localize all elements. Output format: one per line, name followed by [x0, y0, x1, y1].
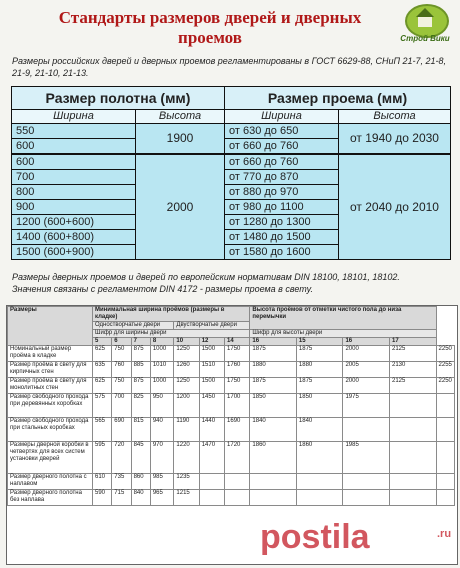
value-cell: 1860 [296, 442, 343, 474]
value-cell: 595 [93, 442, 112, 474]
leaf-width-cell: 700 [12, 170, 136, 185]
value-cell: 1510 [199, 362, 224, 378]
code-cell: 7 [131, 338, 150, 346]
opening-width-cell: от 660 до 760 [225, 154, 339, 170]
leaf-width-cell: 1500 (600+900) [12, 245, 136, 260]
value-cell: 635 [93, 362, 112, 378]
value-cell: 2000 [343, 378, 390, 394]
value-cell: 825 [131, 394, 150, 418]
value-cell: 610 [93, 474, 112, 490]
value-cell: 750 [112, 346, 131, 362]
leaf-width-cell: 800 [12, 185, 136, 200]
code-cell: 15 [296, 338, 343, 346]
value-cell: 970 [150, 442, 174, 474]
value-cell: 875 [131, 346, 150, 362]
opening-width-cell: от 630 до 650 [225, 124, 339, 139]
row-label: Размер свободного прохода при деревянных коробках [8, 394, 93, 418]
value-cell [436, 418, 454, 442]
code-cell: 5 [93, 338, 112, 346]
opening-width-cell: от 660 до 760 [225, 139, 339, 155]
subheader-opening-width: Ширина [225, 110, 339, 124]
value-cell: 2125 [389, 346, 436, 362]
value-cell [199, 490, 224, 506]
house-icon [418, 17, 432, 27]
value-cell: 2125 [389, 378, 436, 394]
value-cell [389, 442, 436, 474]
value-cell: 1850 [250, 394, 297, 418]
value-cell: 1220 [174, 442, 199, 474]
european-standards-text [12, 271, 456, 295]
value-cell: 625 [93, 378, 112, 394]
value-cell: 1235 [174, 474, 199, 490]
value-cell: 1010 [150, 362, 174, 378]
value-cell: 1750 [225, 378, 250, 394]
european-sizes-table-wrap [6, 305, 458, 565]
value-cell: 1440 [199, 418, 224, 442]
value-cell: 1000 [150, 346, 174, 362]
european-standards-line-2: Значения связаны с регламентом DIN 4172 - размеры проема в свету. [12, 284, 313, 294]
leaf-width-cell: 1400 (600+800) [12, 230, 136, 245]
value-cell [389, 418, 436, 442]
value-cell [250, 474, 297, 490]
opening-width-cell: от 1480 до 1500 [225, 230, 339, 245]
code-cell: 10 [174, 338, 199, 346]
row-label: Размер дверного полотна с наплавом [8, 474, 93, 490]
value-cell: 1975 [343, 394, 390, 418]
leaf-width-cell: 600 [12, 139, 136, 155]
opening-width-cell: от 980 до 1100 [225, 200, 339, 215]
leaf-width-cell: 1200 (600+600) [12, 215, 136, 230]
value-cell: 1190 [174, 418, 199, 442]
russian-sizes-table-wrap [11, 86, 451, 266]
code-cell: 16 [250, 338, 297, 346]
value-cell: 1875 [250, 346, 297, 362]
intro-text: Размеры российских дверей и дверных проемов регламентированы в ГОСТ 6629-88, СНиП 21-7, 21-8, 21-9, 21-10, 21-13. [12, 56, 447, 78]
value-cell: 1875 [296, 378, 343, 394]
value-cell [343, 418, 390, 442]
value-cell: 2005 [343, 362, 390, 378]
value-cell: 690 [112, 418, 131, 442]
value-cell: 750 [112, 378, 131, 394]
watermark: postila [260, 518, 370, 556]
value-cell: 1985 [343, 442, 390, 474]
value-cell: 1450 [199, 394, 224, 418]
value-cell [296, 474, 343, 490]
value-cell: 840 [131, 490, 150, 506]
watermark-suffix: .ru [437, 528, 452, 540]
code-cell: 16 [343, 338, 390, 346]
value-cell: 1720 [225, 442, 250, 474]
value-cell: 1250 [174, 378, 199, 394]
value-cell: 1880 [250, 362, 297, 378]
value-cell [199, 474, 224, 490]
header-width-code: Шифр для ширины двери [93, 330, 250, 338]
value-cell: 1700 [225, 394, 250, 418]
value-cell: 1850 [296, 394, 343, 418]
value-cell: 1250 [174, 346, 199, 362]
value-cell [436, 442, 454, 474]
value-cell: 1215 [174, 490, 199, 506]
header-height-code: Шифр для высоты двери [250, 330, 436, 338]
header-min-width: Минимальная ширина проёмов (размеры в кладке) [93, 307, 250, 322]
table-row [8, 442, 455, 474]
value-cell: 860 [131, 474, 150, 490]
value-cell [389, 394, 436, 418]
leaf-width-cell: 550 [12, 124, 136, 139]
opening-width-cell: от 880 до 970 [225, 185, 339, 200]
value-cell: 575 [93, 394, 112, 418]
value-cell: 1760 [225, 362, 250, 378]
header-single-doors: Одностворчатые двери [93, 322, 174, 330]
header-double-doors: Двустворчатые двери [174, 322, 250, 330]
value-cell: 940 [150, 418, 174, 442]
code-cell: 14 [225, 338, 250, 346]
value-cell [225, 474, 250, 490]
value-cell: 1470 [199, 442, 224, 474]
code-cell: 12 [199, 338, 224, 346]
european-sizes-table [7, 306, 455, 506]
table-row [8, 490, 455, 506]
value-cell [389, 474, 436, 490]
house-roof-icon [416, 8, 434, 17]
value-cell: 1860 [250, 442, 297, 474]
value-cell [436, 474, 454, 490]
row-label: Размер дверного полотна без наплава [8, 490, 93, 506]
value-cell: 760 [112, 362, 131, 378]
value-cell: 2250 [436, 346, 454, 362]
value-cell: 1690 [225, 418, 250, 442]
value-cell: 2250 [436, 378, 454, 394]
brand-logo [396, 4, 454, 46]
table-row [8, 418, 455, 442]
value-cell: 1880 [296, 362, 343, 378]
european-standards-line-1: Размеры дверных проемов и дверей по европейским нормативам DIN 18100, 18101, 18102. [12, 272, 400, 282]
value-cell: 1840 [250, 418, 297, 442]
value-cell: 2000 [343, 346, 390, 362]
table-row [8, 378, 455, 394]
value-cell: 1260 [174, 362, 199, 378]
row-label: Номинальный размер проёма в кладке [8, 346, 93, 362]
european-table-body [8, 346, 455, 506]
row-label: Размеры дверной коробки в четвертях для всех систем установки дверей [8, 442, 93, 474]
value-cell: 1000 [150, 378, 174, 394]
value-cell: 625 [93, 346, 112, 362]
leaf-height-cell: 2000 [136, 154, 225, 260]
value-cell: 985 [150, 474, 174, 490]
subheader-width: Ширина [12, 110, 136, 124]
table-row [8, 346, 455, 362]
value-cell [250, 490, 297, 506]
value-cell: 1875 [250, 378, 297, 394]
table-row [8, 474, 455, 490]
value-cell: 2255 [436, 362, 454, 378]
value-cell: 720 [112, 442, 131, 474]
value-cell: 565 [93, 418, 112, 442]
value-cell: 735 [112, 474, 131, 490]
value-cell: 965 [150, 490, 174, 506]
opening-width-cell: от 1580 до 1600 [225, 245, 339, 260]
leaf-height-cell: 1900 [136, 124, 225, 155]
value-cell: 875 [131, 378, 150, 394]
opening-width-cell: от 1280 до 1300 [225, 215, 339, 230]
value-cell: 715 [112, 490, 131, 506]
table-row [8, 362, 455, 378]
code-cell: 17 [389, 338, 436, 346]
value-cell: 1840 [296, 418, 343, 442]
value-cell [296, 490, 343, 506]
value-cell: 1750 [225, 346, 250, 362]
subheader-height: Высота [136, 110, 225, 124]
brand-name: Строй Вики [400, 34, 450, 43]
header-sizes: Размеры [8, 307, 93, 346]
value-cell [343, 474, 390, 490]
table-row [8, 394, 455, 418]
header-opening-size: Размер проема (мм) [225, 87, 451, 110]
row-label: Размер проёма в свету для монолитных стен [8, 378, 93, 394]
value-cell [436, 394, 454, 418]
value-cell: 950 [150, 394, 174, 418]
value-cell [343, 490, 390, 506]
value-cell: 885 [131, 362, 150, 378]
value-cell: 1875 [296, 346, 343, 362]
opening-height-cell: от 2040 до 2010 [339, 154, 451, 260]
row-label: Размер проёма в свету для кирпичных стен [8, 362, 93, 378]
page-title: Стандарты размеров дверей и дверных проемов [58, 8, 362, 47]
leaf-width-cell: 600 [12, 154, 136, 170]
header-leaf-size: Размер полотна (мм) [12, 87, 225, 110]
value-cell [436, 490, 454, 506]
value-cell: 1500 [199, 346, 224, 362]
value-cell: 815 [131, 418, 150, 442]
leaf-width-cell: 900 [12, 200, 136, 215]
code-cell: 6 [112, 338, 131, 346]
russian-sizes-table [11, 86, 451, 260]
subheader-opening-height: Высота [339, 110, 451, 124]
value-cell: 590 [93, 490, 112, 506]
value-cell [225, 490, 250, 506]
value-cell: 2130 [389, 362, 436, 378]
row-label: Размер свободного прохода при стальных коробках [8, 418, 93, 442]
opening-height-cell: от 1940 до 2030 [339, 124, 451, 155]
code-cell: 8 [150, 338, 174, 346]
value-cell: 845 [131, 442, 150, 474]
value-cell: 1500 [199, 378, 224, 394]
value-cell: 1200 [174, 394, 199, 418]
value-cell [389, 490, 436, 506]
opening-width-cell: от 770 до 870 [225, 170, 339, 185]
value-cell: 700 [112, 394, 131, 418]
header-opening-height: Высота проёмов от отметки чистого пола до низа перемычки [250, 307, 436, 330]
